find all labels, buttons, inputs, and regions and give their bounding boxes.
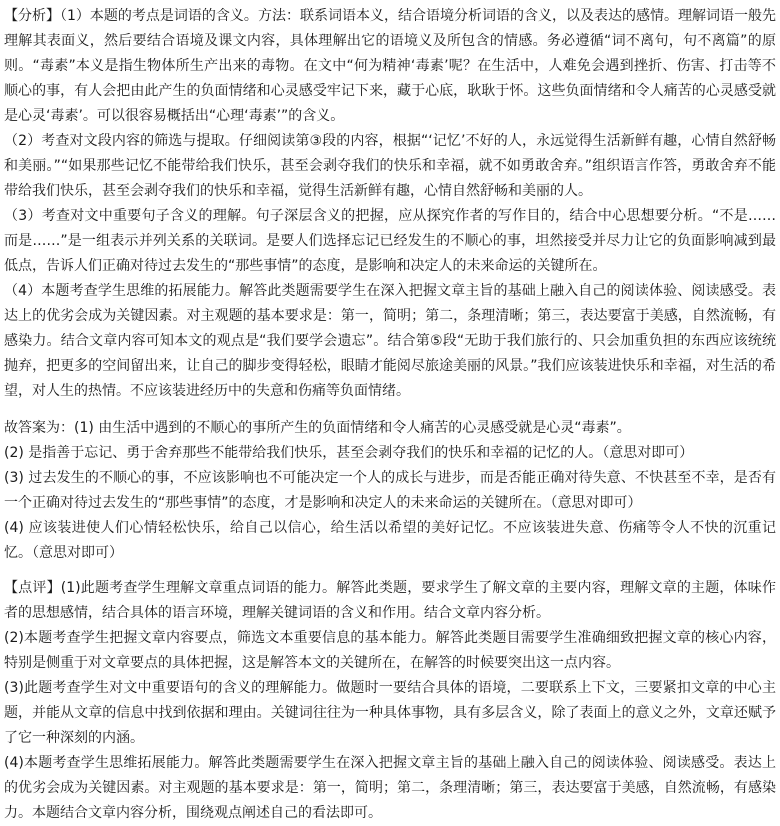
- analysis-paragraph-2: （2）考查对文段内容的筛选与提取。仔细阅读第③段的内容，根据“‘记忆’不好的人，永远觉得生活新鲜有趣，心情自然舒畅和美丽。”“如果那些记忆不能带给我们快乐，甚至会剥夺我们的快乐和幸福，就不如勇敢舍弃。”组织语言作答，勇敢舍弃不能带给我们快乐，甚至会剥夺我们的快乐和幸福，觉得生活新鲜有趣，心情自然舒畅和美丽的人。: [4, 133, 776, 199]
- analysis-paragraph-4: （4）本题考查学生思维的拓展能力。解答此类题需要学生在深入把握文章主旨的基础上融入自己的阅读体验、阅读感受。表达上的优劣会成为关键因素。对主观题的基本要求是：第一，简明；第二，条理清晰；第三，表达要富于美感，自然流畅，有感染力。结合文章内容可知本文的观点是“我们要学会遗忘”。结合第⑤段“无助于我们旅行的、只会加重负担的东西应该统统抛弃，把更多的空间留出来，让自己的脚步变得轻松，眼睛才能阅尽旅途美丽的风景。”我们应该装进快乐和幸福，对生活的希望，对人生的热情。不应该装进经历中的失意和伤痛等负面情绪。: [4, 283, 776, 399]
- comment-item-2: (2)本题考查学生把握文章内容要点，筛选文本重要信息的基本能力。解答此类题目需要学生准确细致把握文章的核心内容，特别是侧重于对文章要点的具体把握，这是解答本文的关键所在，在解答的时候要突出这一点内容。: [4, 630, 776, 671]
- analysis-section: [4, 4, 776, 404]
- analysis-paragraph-3: （3）考查对文中重要句子含义的理解。句子深层含义的把握，应从探究作者的写作目的，结合中心思想要分析。“不是……而是……”是一组表示并列关系的关联词。是要人们选择忘记已经发生的不顺心的事，坦然接受并尽力让它的负面影响减到最低点，告诉人们正确对待过去发生的“那些事情”的态度，是影响和决定人的未来命运的关键所在。: [4, 208, 776, 274]
- comment-section: [4, 576, 776, 826]
- answer-section: [4, 416, 776, 566]
- comment-item-1: 【点评】(1)此题考查学生理解文章重点词语的能力。解答此类题，要求学生了解文章的主要内容，理解文章的主题，体味作者的思想感情，结合具体的语言环境，理解关键词语的含义和作用。结合文章内容分析。: [4, 580, 776, 621]
- answer-item-4: (4) 应该装进使人们心情轻松快乐，给自己以信心，给生活以希望的美好记忆。不应该装进失意、伤痛等令人不快的沉重记忆。（意思对即可）: [4, 520, 776, 561]
- answer-item-1: 故答案为：(1) 由生活中遇到的不顺心的事所产生的负面情绪和令人痛苦的心灵感受就是心灵“毒素”。: [4, 420, 631, 436]
- section-spacer: [4, 566, 776, 576]
- comment-item-4: (4)本题考查学生思维拓展能力。解答此类题需要学生在深入把握文章主旨的基础上融入自己的阅读体验、阅读感受。表达上的优劣会成为关键因素。对主观题的基本要求是：第一，简明；第二，条理清晰；第三，表达要富于美感，自然流畅，有感染力。本题结合文章内容分析，围绕观点阐述自己的看法即可。: [4, 755, 776, 821]
- comment-item-3: (3)此题考查学生对文中重要语句的含义的理解能力。做题时一要结合具体的语境，二要联系上下文，三要紧扣文章的中心主题，并能从文章的信息中找到依据和理由。关键词往往为一种具体事物，具有多层含义，除了表面上的意义之外，文章还赋予了它一种深刻的内涵。: [4, 680, 776, 746]
- answer-item-2: (2) 是指善于忘记、勇于舍弃那些不能带给我们快乐，甚至会剥夺我们的快乐和幸福的记忆的人。（意思对即可）: [4, 445, 694, 461]
- section-spacer: [4, 404, 776, 416]
- analysis-paragraph-1: 【分析】（1）本题的考点是词语的含义。方法：联系词语本义，结合语境分析词语的含义，以及表达的感情。理解词语一般先理解其表面义，然后要结合语境及课文内容，具体理解出它的语境义及所包含的情感。务必遵循“词不离句，句不离篇”的原则。“毒素”本义是指生物体所生产出来的毒物。在文中“何为精神‘毒素’呢？在生活中，人难免会遇到挫折、伤害、打击等不顺心的事，有人会把由此产生的负面情绪和心灵感受牢记下来，藏于心底，耿耿于怀。这些负面情绪和令人痛苦的心灵感受就是心灵‘毒素’。可以很容易概括出“心理‘毒素’”的含义。: [4, 8, 776, 124]
- answer-item-3: (3) 过去发生的不顺心的事，不应该影响也不可能决定一个人的成长与进步，而是否能正确对待失意、不快甚至不幸，是否有一个正确对待过去发生的“那些事情”的态度，才是影响和决定人的未来命运的关键所在。（意思对即可）: [4, 470, 776, 511]
